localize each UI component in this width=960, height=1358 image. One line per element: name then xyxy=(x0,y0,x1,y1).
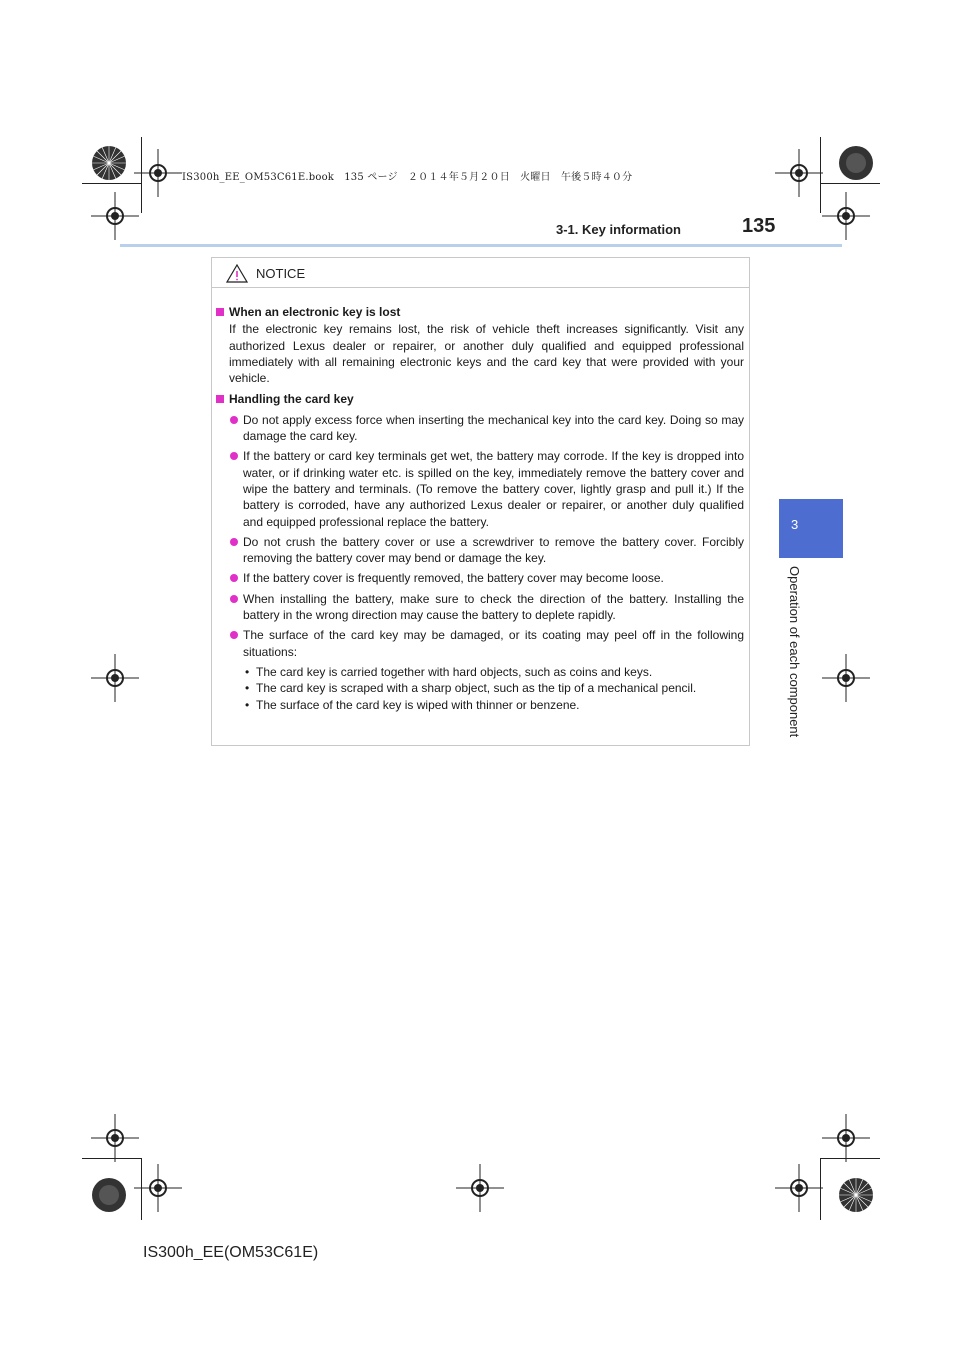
crosshair-target-icon xyxy=(775,149,823,197)
section-heading: Handling the card key xyxy=(216,391,744,407)
crosshair-target-icon xyxy=(822,1114,870,1162)
crop-line xyxy=(82,183,142,184)
crosshair-target-icon xyxy=(134,149,182,197)
list-item: When installing the battery, make sure to check the direction of the battery. Installing the battery in the wrong direction may cause the battery to deplete rapidly. xyxy=(216,591,744,624)
chapter-tab xyxy=(779,499,843,558)
sub-list-item: • The surface of the card key is wiped with thinner or benzene. xyxy=(216,697,744,713)
notice-label: NOTICE xyxy=(256,266,306,281)
section-heading: When an electronic key is lost xyxy=(216,304,744,320)
section-body: If the electronic key remains lost, the risk of vehicle theft increases significantly. Visit any authorized Lexus dealer or repairer, or another duly qualified and equipped professional immediately with all remaining electronic keys and the card key that were provided with your vehicle. xyxy=(229,322,744,386)
model-code: IS300h_EE(OM53C61E) xyxy=(143,1244,319,1261)
sub-list-item: • The card key is scraped with a sharp object, such as the tip of a mechanical pencil. xyxy=(216,680,744,696)
header-rule xyxy=(120,244,842,247)
crop-line xyxy=(820,183,880,184)
crosshair-target-icon xyxy=(775,1164,823,1212)
crosshair-target-icon xyxy=(822,654,870,702)
crosshair-target-icon xyxy=(134,1164,182,1212)
crosshair-target-icon xyxy=(91,1114,139,1162)
chapter-number: 3 xyxy=(791,517,799,532)
crosshair-target-icon xyxy=(456,1164,504,1212)
notice-header xyxy=(212,258,749,288)
list-item: The surface of the card key may be damaged, or its coating may peel off in the following situations: xyxy=(216,627,744,660)
section-title: 3-1. Key information xyxy=(556,222,681,237)
registration-starburst-icon xyxy=(91,145,127,181)
chapter-label: Operation of each component xyxy=(787,566,802,738)
list-item: Do not apply excess force when inserting the mechanical key into the card key. Doing so may damage the card key. xyxy=(216,412,744,445)
page-number: 135 xyxy=(742,215,776,237)
crosshair-target-icon xyxy=(822,192,870,240)
registration-disc-icon xyxy=(838,145,874,181)
warning-triangle-icon xyxy=(226,264,248,288)
sub-list xyxy=(216,664,744,713)
print-marker: IS300h_EE_OM53C61E.book 135 ページ ２０１４年５月２０日 火曜日 午後５時４０分 xyxy=(182,172,633,183)
notice-content xyxy=(216,300,744,713)
crosshair-target-icon xyxy=(91,192,139,240)
list-item: Do not crush the battery cover or use a screwdriver to remove the battery cover. Forcibly removing the battery cover may bend or damage the key. xyxy=(216,534,744,567)
registration-starburst-icon xyxy=(838,1177,874,1213)
registration-disc-icon xyxy=(91,1177,127,1213)
list-item: If the battery cover is frequently removed, the battery cover may become loose. xyxy=(216,570,744,586)
sub-list-item: • The card key is carried together with hard objects, such as coins and keys. xyxy=(216,664,744,680)
crosshair-target-icon xyxy=(91,654,139,702)
list-item: If the battery or card key terminals get wet, the battery may corrode. If the key is dropped into water, or if drinking water etc. is spilled on the key, immediately remove the battery cover and wipe the battery and terminals. (To remove the battery cover, lightly grasp and pull it.) If the battery is corroded, have any authorized Lexus dealer or repairer, or another duly qualified and equipped professional replace the battery. xyxy=(216,448,744,529)
